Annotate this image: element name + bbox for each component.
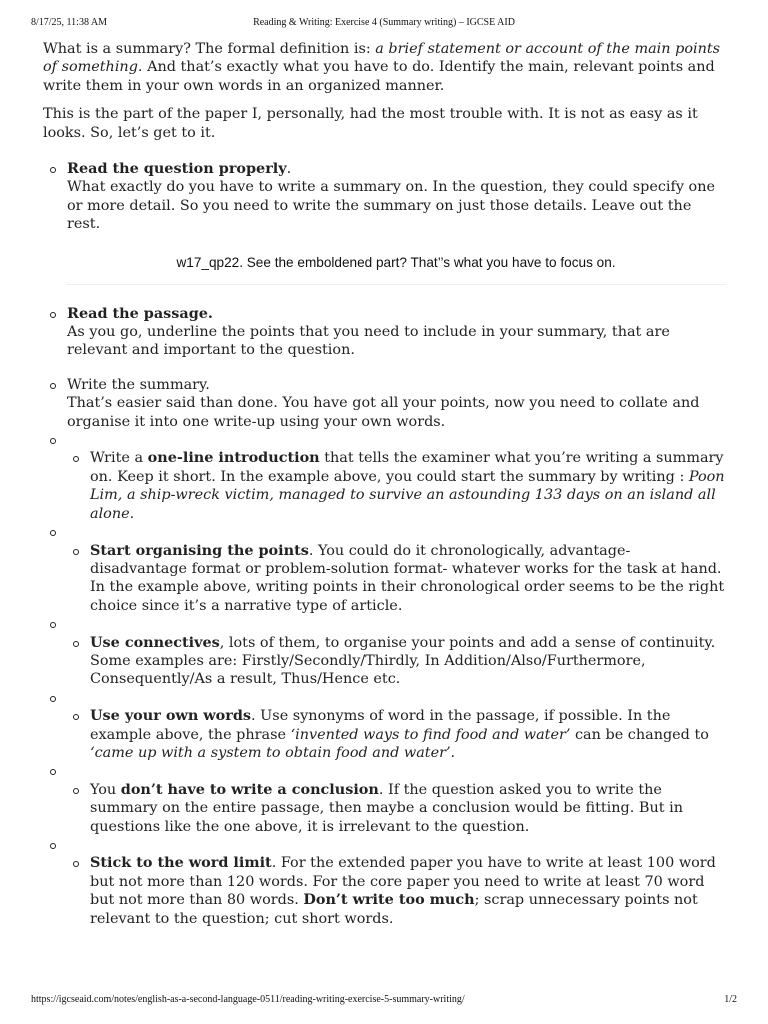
step-title: Read the question properly — [67, 160, 287, 178]
step-title: Read the passage. — [67, 304, 213, 322]
steps-list-1 — [43, 160, 726, 234]
tip-keyword: Start organising the points — [90, 541, 309, 559]
tip-text: . If the question asked you to write the summary on the entire passage, then maybe a conclusion would be fitting. But in questions like the one above, it is irrelevant to the question. — [90, 781, 683, 835]
tip-example: Poon Lim, a ship-wreck victim, managed to survive an astounding 133 days on an island all alone. — [90, 468, 725, 522]
intro-text: What is a summary? The formal definition is: — [43, 41, 376, 57]
intro-paragraph-1 — [43, 40, 726, 95]
tip-text: You — [90, 781, 121, 798]
tip-example: ‘invented ways to find food and water’ — [290, 726, 571, 743]
tip-text: ; scrap unnecessary points not relevant to the question; cut short words. — [90, 892, 698, 927]
tip-keyword: Stick to the word limit — [90, 854, 272, 872]
tip-group-3 — [43, 615, 726, 689]
tip-group-2 — [43, 523, 726, 615]
tip-keyword: Use connectives — [90, 633, 220, 651]
tip-organise — [67, 542, 726, 616]
tip-group-4 — [43, 689, 726, 763]
print-page-number: 1/2 — [724, 994, 737, 1005]
step-body: That’s easier said than done. You have got all your points, now you need to collate and organise it into one write-up using your own words. — [67, 395, 700, 430]
intro-paragraph-2: This is the part of the paper I, personally, had the most trouble with. It is not as easy as it looks. So, let’s get to it. — [43, 106, 698, 141]
definition-text: a brief statement or account of the main points of something — [43, 41, 721, 76]
step-body: As you go, underline the points that you need to include in your summary, that are relevant and important to the question. — [67, 324, 670, 359]
tip-text: , lots of them, to organise your points and add a sense of continuity. Some examples are: Firstly/Secondly/Thirdly, In Addition/Also/Furthermore, Consequently/As a result, Thus/Hence etc. — [90, 634, 716, 688]
tip-group-6 — [43, 836, 726, 928]
tip-keyword: one-line introduction — [147, 449, 320, 467]
example-quote: w17_qp22. See the emboldened part? That’’s what you have to focus on. — [66, 254, 726, 285]
steps-list-2 — [43, 305, 726, 928]
tip-keyword: don’t have to write a conclusion — [120, 780, 379, 798]
tip-text: that tells the examiner what you’re writing a summary on. Keep it short. In the example above, you could start the summary by writing : — [90, 450, 724, 485]
tip-connectives — [67, 634, 726, 689]
print-page-title: Reading & Writing: Exercise 4 (Summary writing) – IGCSE AID — [253, 17, 515, 28]
step-read-question — [43, 160, 726, 234]
tip-group-5 — [43, 762, 726, 836]
step-title: Write the summary. — [67, 376, 210, 393]
step-body: What exactly do you have to write a summary on. In the question, they could specify one or more detail. So you need to write the summary on just those details. Leave out the rest. — [67, 179, 715, 233]
print-datetime: 8/17/25, 11:38 AM — [31, 17, 108, 28]
tip-conclusion — [67, 781, 726, 836]
step-read-passage — [43, 305, 726, 360]
tip-text: . Use synonyms of word in the passage, if possible. In the example above, the phrase — [90, 708, 671, 743]
tip-keyword: Don’t write too much — [303, 891, 475, 909]
intro-text-cont: . And that’s exactly what you have to do. Identify the main, relevant points and write them in your own words in an organized manner. — [43, 59, 715, 94]
tip-group-1 — [43, 431, 726, 523]
step-write-summary — [43, 376, 726, 431]
step-title-dot: . — [286, 161, 292, 178]
print-url: https://igcseaid.com/notes/english-as-a-second-language-0511/reading-writing-exercise-5-summary-writing/ — [31, 994, 465, 1005]
tip-text: . You could do it chronologically, advantage-disadvantage format or problem-solution format- whatever works for the task at hand. In the example above, writing points in their chronological order seems to be the right choice since it’s a narrative type of article. — [90, 542, 725, 614]
tip-text: . For the extended paper you have to write at least 100 word but not more than 120 words. For the core paper you need to write at least 70 word but not more than 80 words. — [90, 855, 716, 909]
tip-introduction — [67, 449, 726, 523]
tip-example: ‘came up with a system to obtain food and water’. — [90, 744, 456, 761]
article-body — [43, 40, 726, 928]
tip-text: Write a — [90, 450, 148, 467]
tip-keyword: Use your own words — [90, 707, 252, 725]
tip-word-limit — [67, 854, 726, 928]
tip-text: can be changed to — [570, 726, 709, 743]
tip-own-words — [67, 707, 726, 762]
